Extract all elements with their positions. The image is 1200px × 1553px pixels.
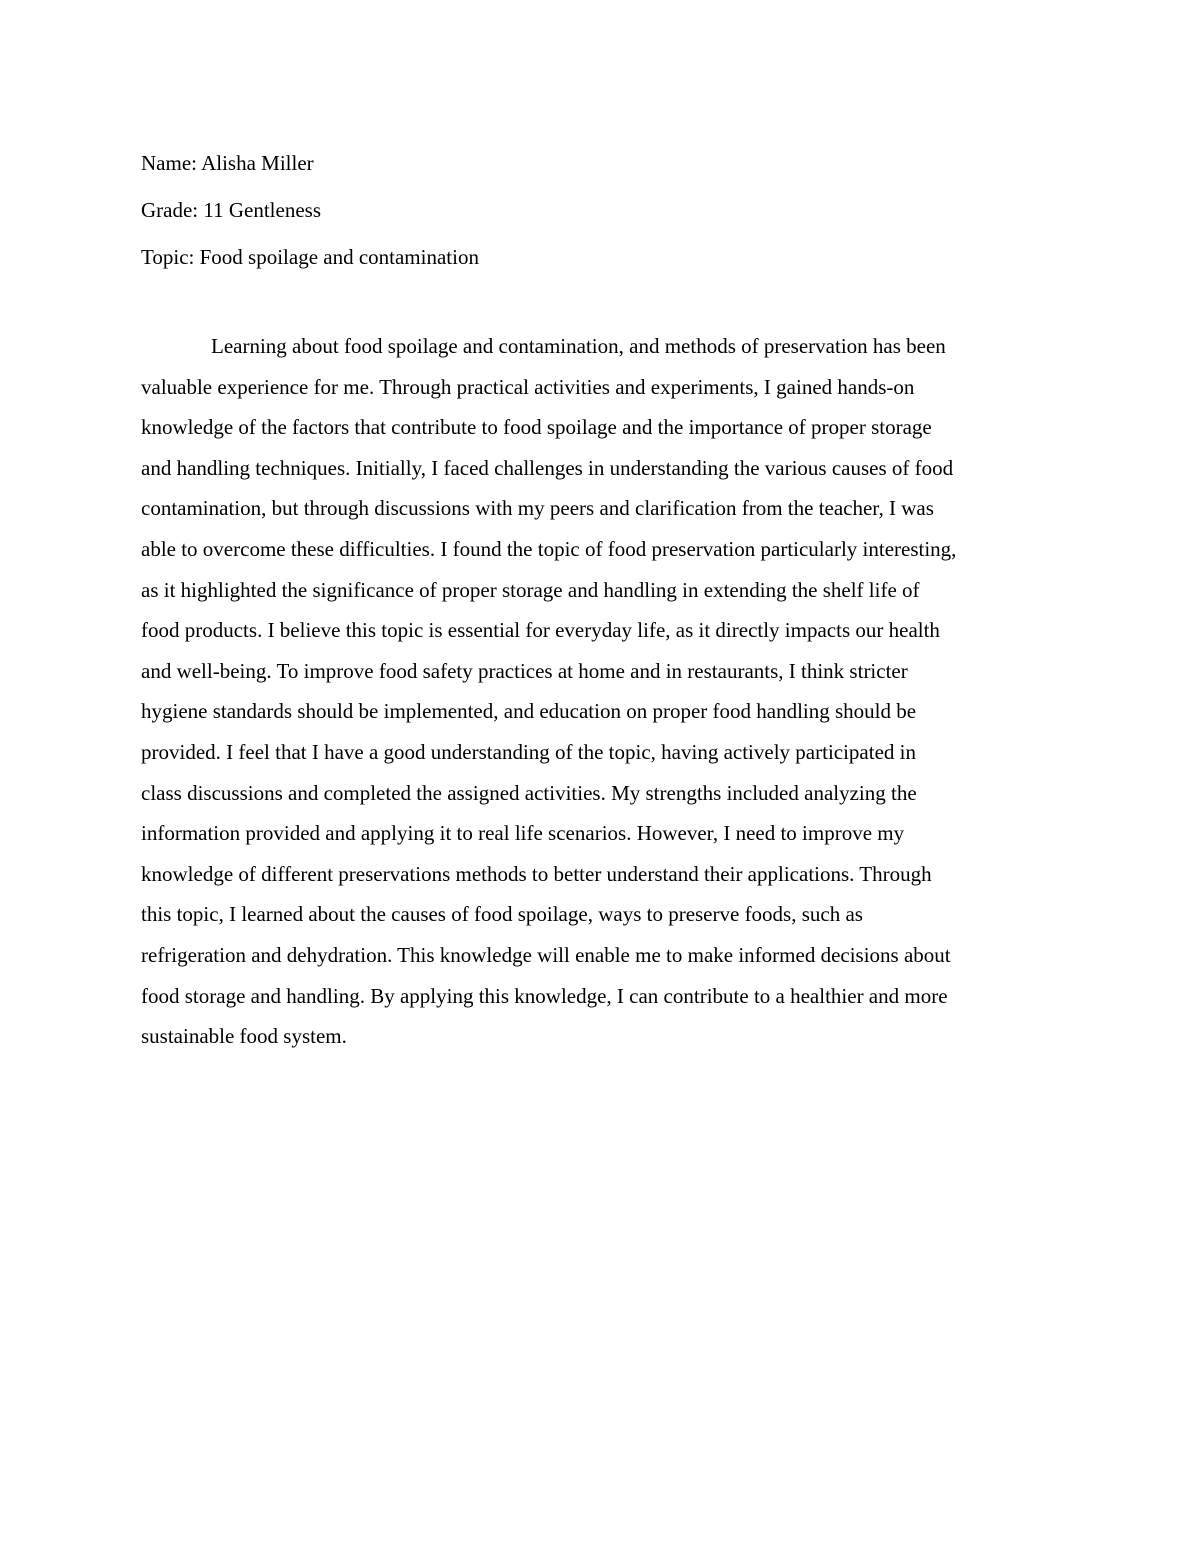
paragraph-line: this topic, I learned about the causes of food spoilage, ways to preserve foods, such as xyxy=(141,902,863,927)
paragraph-line: able to overcome these difficulties. I found the topic of food preservation particularly interesting, xyxy=(141,536,957,561)
paragraph-line: valuable experience for me. Through practical activities and experiments, I gained hands-on xyxy=(141,374,915,399)
paragraph-line: food products. I believe this topic is essential for everyday life, as it directly impacts our health xyxy=(141,618,940,643)
document-content xyxy=(141,140,1061,1057)
paragraph-line: contamination, but through discussions with my peers and clarification from the teacher, I was xyxy=(141,496,934,521)
paragraph-line: knowledge of different preservations methods to better understand their applications. Through xyxy=(141,861,932,886)
paragraph-line: provided. I feel that I have a good understanding of the topic, having actively participated in xyxy=(141,739,916,764)
paragraph-line: sustainable food system. xyxy=(141,1024,347,1049)
paragraph-line: hygiene standards should be implemented, and education on proper food handling should be xyxy=(141,699,917,724)
header-spacer xyxy=(141,281,1061,326)
paragraph-line: refrigeration and dehydration. This knowledge will enable me to make informed decisions about xyxy=(141,942,951,967)
paragraph-line: Learning about food spoilage and contamination, and methods of preservation has been xyxy=(211,334,946,358)
paragraph-line: class discussions and completed the assigned activities. My strengths included analyzing the xyxy=(141,780,917,805)
paragraph-line: knowledge of the factors that contribute to food spoilage and the importance of proper storage xyxy=(141,415,932,440)
essay-paragraph xyxy=(141,326,1061,1057)
paragraph-line: and handling techniques. Initially, I faced challenges in understanding the various causes of food xyxy=(141,455,954,480)
paragraph-line: as it highlighted the significance of proper storage and handling in extending the shelf life of xyxy=(141,577,920,602)
student-name: Name: Alisha Miller xyxy=(141,151,314,175)
essay-topic: Topic: Food spoilage and contamination xyxy=(141,245,479,269)
paragraph-line: and well-being. To improve food safety practices at home and in restaurants, I think stricter xyxy=(141,658,908,683)
paragraph-line: information provided and applying it to real life scenarios. However, I need to improve my xyxy=(141,821,905,846)
student-grade: Grade: 11 Gentleness xyxy=(141,198,321,222)
paragraph-line: food storage and handling. By applying this knowledge, I can contribute to a healthier and more xyxy=(141,983,948,1008)
